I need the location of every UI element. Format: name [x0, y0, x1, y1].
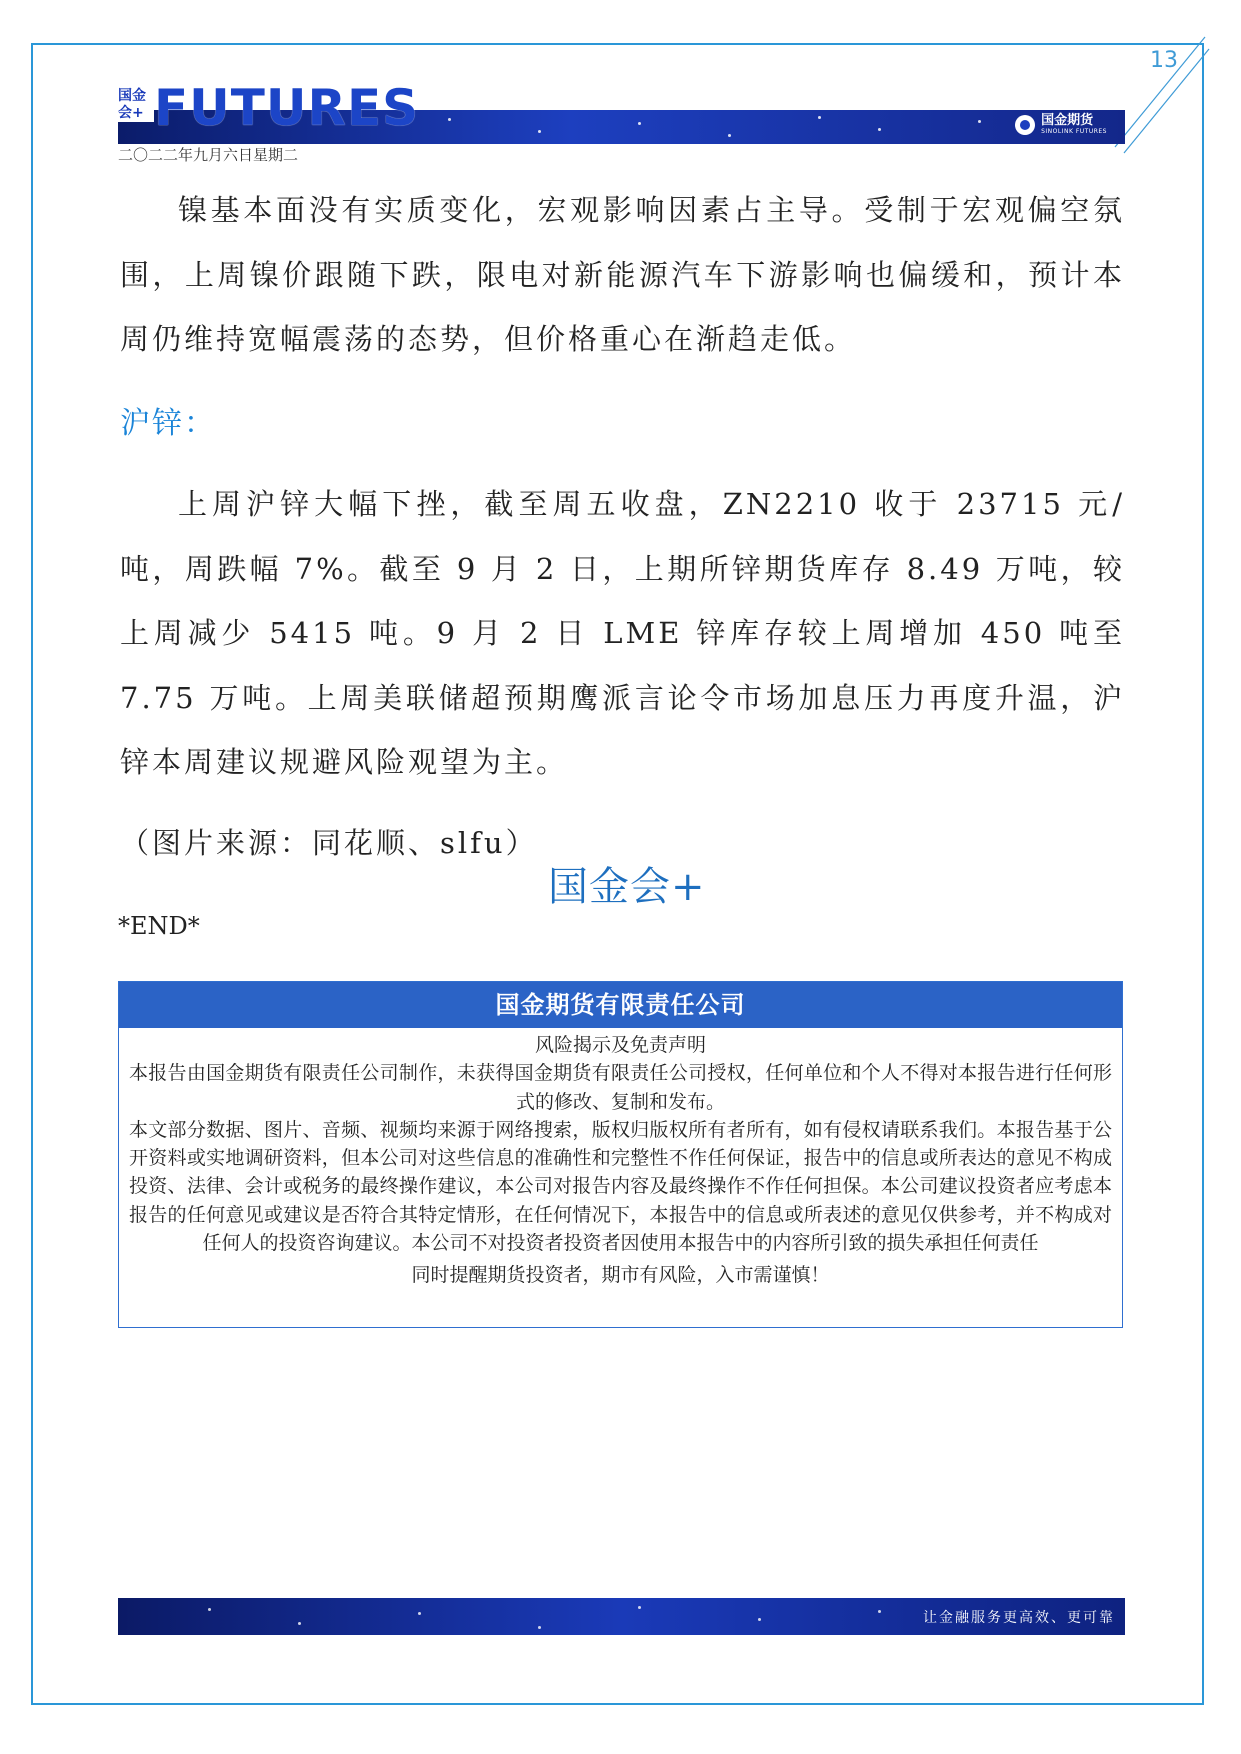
disclaimer-para-2: 本文部分数据、图片、音频、视频均来源于网络搜索，版权归版权所有者所有，如有侵权请联系我们。本报告基于公开资料或实地调研资料，但本公司对这些信息的准确性和完整性不作任何保证，报告中的信息或所表达的意见不构成投资、法律、会计或税务的最终操作建议，本公司对报告内容及最终操作不作任何担保。本公司建议投资者应考虑本报告的任何意见或建议是否符合其特定情形，在任何情况下，本报告中的信息或所表述的意见仅供参考，并不构成对任何人的投资咨询建议。本公司不对投资者投资者因使用本报告中的内容所引致的损失承担任何责任 [129, 1118, 1112, 1255]
disclaimer-para-1: 本报告由国金期货有限责任公司制作，未获得国金期货有限责任公司授权，任何单位和个人不得对本报告进行任何形式的修改、复制和发布。 [129, 1062, 1112, 1113]
section-title-zinc: 沪锌： [120, 406, 216, 441]
disclaimer-subtitle: 风险揭示及免责声明 [534, 1034, 706, 1056]
paragraph-nickel: 镍基本面没有实质变化，宏观影响因素占主导。受制于宏观偏空氛围，上周镍价跟随下跌，限电对新能源汽车下游影响也偏缓和，预计本周仍维持宽幅震荡的态势，但价格重心在渐趋走低。 [120, 193, 1125, 356]
company-logo [1015, 114, 1107, 136]
page-number: 13 [1150, 48, 1178, 73]
company-logo-cn: 国金期货 [1041, 113, 1094, 128]
image-source: （图片来源：同花顺、slfu） [120, 826, 538, 860]
sinolink-logo-icon [1015, 115, 1035, 135]
disclaimer-box [118, 981, 1123, 1328]
footer-banner [118, 1598, 1125, 1635]
company-logo-en: SINOLINK FUTURES [1041, 128, 1107, 135]
end-mark: *END* [118, 912, 200, 940]
report-date: 二〇二二年九月六日星期二 [118, 146, 299, 164]
brand-small: 国金会+ [118, 88, 154, 122]
disclaimer-reminder: 同时提醒期货投资者，期市有风险，入市需谨慎！ [411, 1264, 830, 1287]
brand-big: FUTURES [154, 79, 420, 137]
paragraph-zinc: 上周沪锌大幅下挫，截至周五收盘，ZN2210 收于 23715 元/吨，周跌幅 7%。截至 9 月 2 日，上期所锌期货库存 8.49 万吨，较上周减少 5415 吨。9 月 2 日 LME 锌库存较上周增加 450 吨至 7.75 万吨。上周美联储超预期鹰派言论令市场加息压力再度升温，沪锌本周建议规避风险观望为主。 [120, 487, 1125, 779]
footer-slogan: 让金融服务更高效、更可靠 [923, 1610, 1115, 1626]
watermark: 国金会+ [548, 864, 706, 910]
disclaimer-company: 国金期货有限责任公司 [119, 982, 1122, 1028]
